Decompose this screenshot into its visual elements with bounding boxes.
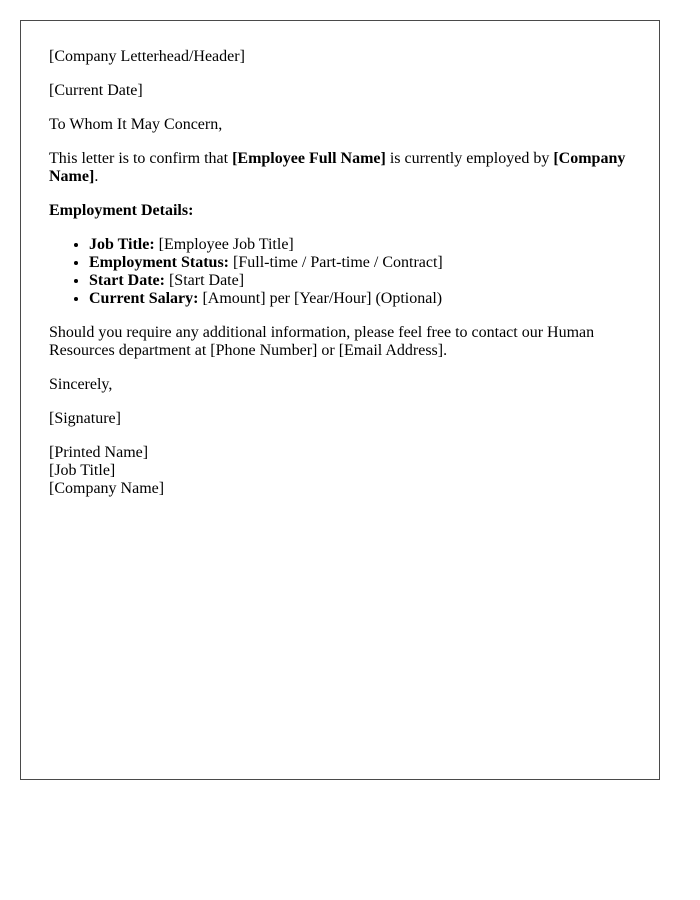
letterhead: [Company Letterhead/Header] xyxy=(49,48,245,65)
employee-name: [Employee Full Name] xyxy=(232,150,386,167)
details-list xyxy=(49,236,631,308)
confirmation-paragraph xyxy=(49,150,631,186)
letter-page xyxy=(20,20,660,780)
confirmation-prefix: This letter is to confirm that xyxy=(49,150,233,167)
detail-item-job-title xyxy=(89,236,631,254)
detail-label: Start Date: xyxy=(89,272,165,289)
confirmation-suffix: . xyxy=(94,168,99,185)
detail-item-employment-status xyxy=(89,254,631,272)
detail-label: Employment Status: xyxy=(89,254,230,271)
signer-job-title: [Job Title] xyxy=(49,462,116,479)
company-name: [Company Name] xyxy=(49,150,626,185)
signer-company: [Company Name] xyxy=(49,480,165,497)
details-heading-text: Employment Details: xyxy=(49,202,194,219)
letter-date: [Current Date] xyxy=(49,82,143,99)
confirmation-middle: is currently employed by xyxy=(385,150,554,167)
detail-item-start-date xyxy=(89,272,631,290)
detail-value: [Employee Job Title] xyxy=(154,236,294,253)
detail-value: [Amount] per [Year/Hour] (Optional) xyxy=(198,290,443,307)
detail-label: Current Salary: xyxy=(89,290,199,307)
details-heading xyxy=(49,202,631,220)
detail-value: [Full-time / Part-time / Contract] xyxy=(229,254,443,271)
closing: Sincerely, xyxy=(49,376,113,393)
printed-name: [Printed Name] xyxy=(49,444,149,461)
detail-value: [Start Date] xyxy=(164,272,245,289)
contact-paragraph: Should you require any additional information, please feel free to contact our Human Resources department at [Phone Number] or [Email Address]. xyxy=(49,324,595,359)
salutation: To Whom It May Concern, xyxy=(49,116,223,133)
signer-block xyxy=(49,444,631,498)
detail-label: Job Title: xyxy=(89,236,155,253)
signature: [Signature] xyxy=(49,410,121,427)
detail-item-current-salary xyxy=(89,290,631,308)
